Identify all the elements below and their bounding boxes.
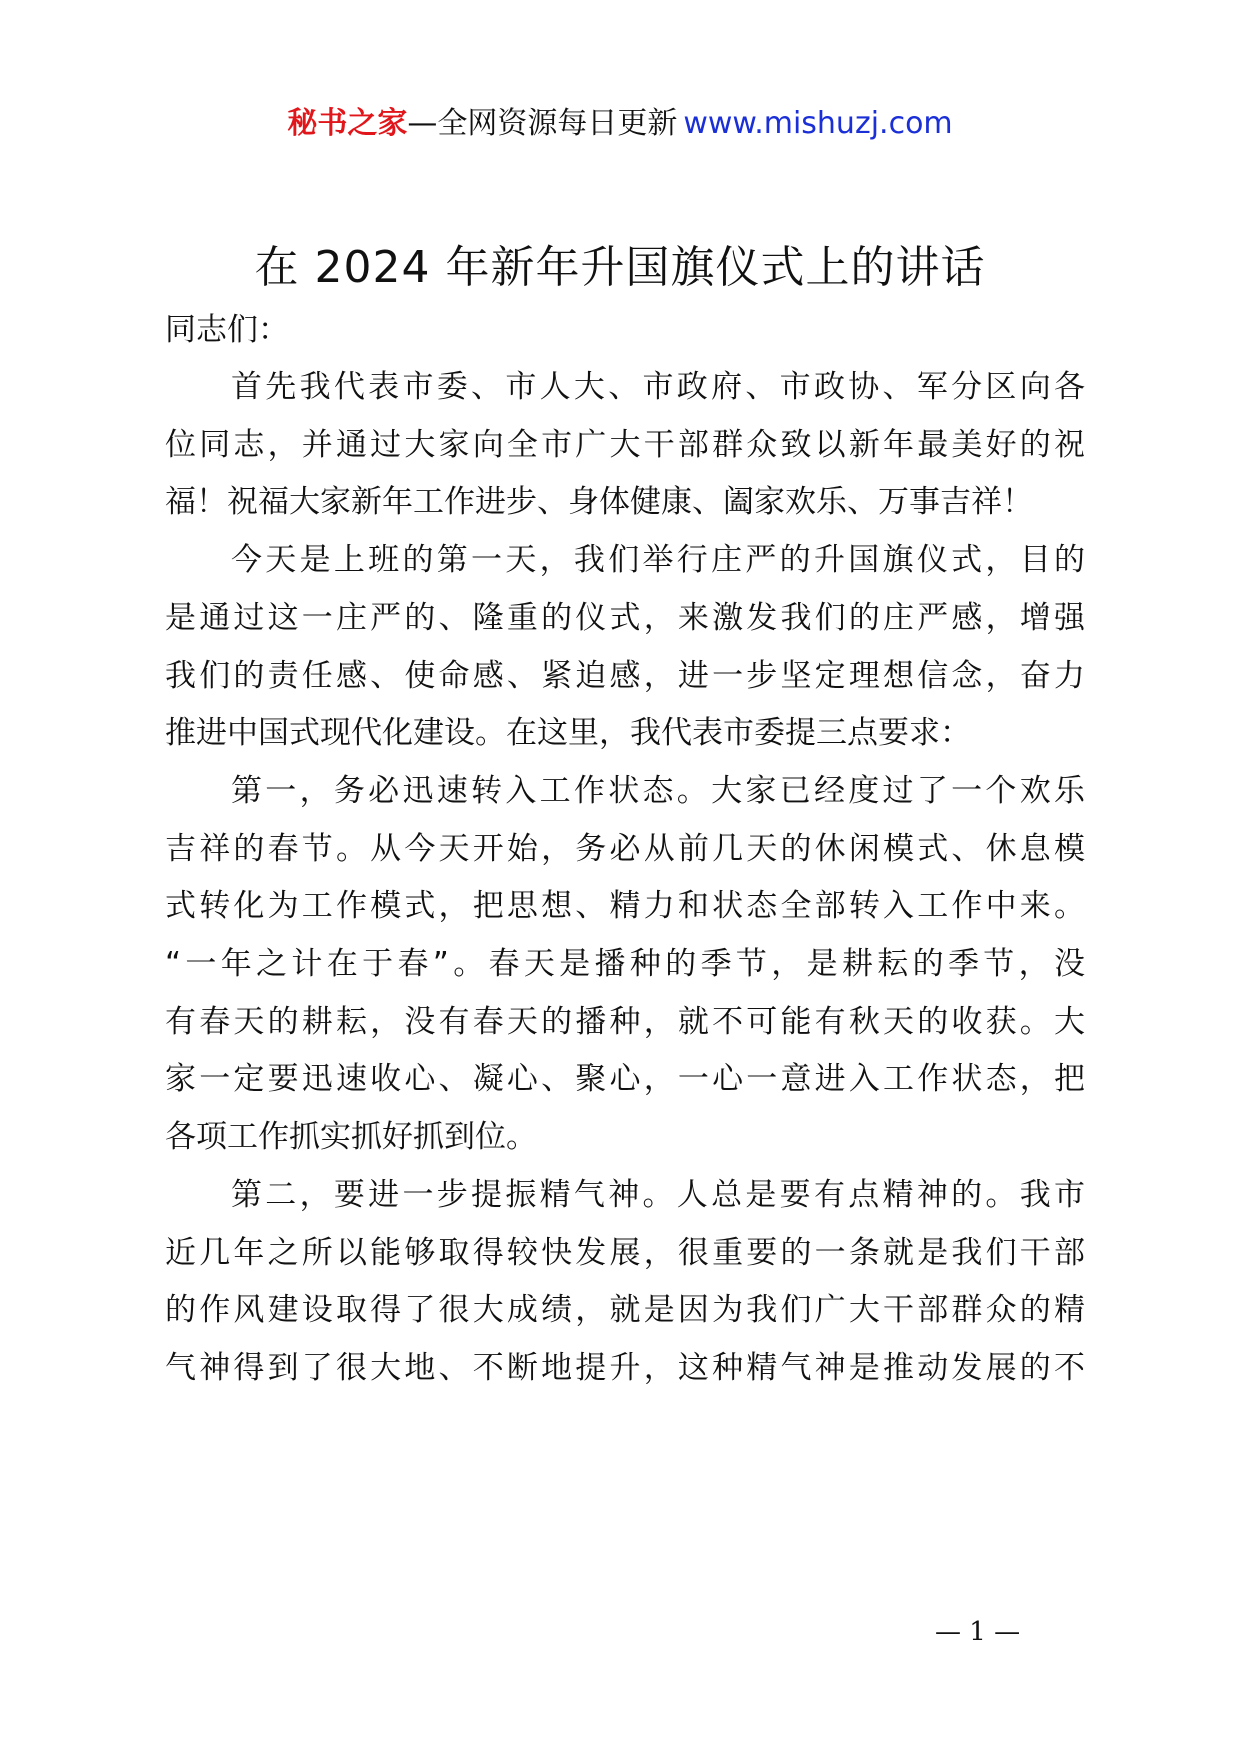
- site-tagline: —全网资源每日更新: [407, 106, 678, 141]
- paragraph-line: 我们的责任感、使命感、紧迫感，进一步坚定理想信念，奋力: [165, 658, 1085, 694]
- paragraph-line: “一年之计在于春”。春天是播种的季节，是耕耘的季节，没: [165, 946, 1085, 982]
- paragraph-line: 式转化为工作模式，把思想、精力和状态全部转入工作中来。: [165, 888, 1085, 924]
- paragraph-line: 第二，要进一步提振精气神。人总是要有点精神的。我市: [231, 1177, 1085, 1213]
- site-header: [0, 102, 1240, 146]
- paragraph-line: 推进中国式现代化建设。在这里，我代表市委提三点要求：: [165, 715, 971, 751]
- paragraph-line: 福！祝福大家新年工作进步、身体健康、阖家欢乐、万事吉祥！: [165, 484, 1033, 520]
- paragraph-line: 今天是上班的第一天，我们举行庄严的升国旗仪式，目的: [231, 542, 1085, 578]
- document-title: 在 2024 年新年升国旗仪式上的讲话: [254, 242, 986, 293]
- paragraph-line: 首先我代表市委、市人大、市政府、市政协、军分区向各: [231, 369, 1085, 405]
- paragraph-line: 气神得到了很大地、不断地提升，这种精气神是推动发展的不: [165, 1350, 1085, 1386]
- site-name: 秘书之家: [287, 106, 408, 141]
- paragraph-line: 家一定要迅速收心、凝心、聚心，一心一意进入工作状态，把: [165, 1061, 1085, 1097]
- paragraph-line: 的作风建设取得了很大成绩，就是因为我们广大干部群众的精: [165, 1292, 1085, 1328]
- paragraph-line: 吉祥的春节。从今天开始，务必从前几天的休闲模式、休息模: [165, 831, 1085, 867]
- paragraph-line: 第一，务必迅速转入工作状态。大家已经度过了一个欢乐: [231, 773, 1085, 809]
- page-number: — 1 —: [935, 1617, 1021, 1647]
- paragraph-line: 近几年之所以能够取得较快发展，很重要的一条就是我们干部: [165, 1235, 1085, 1271]
- site-url[interactable]: www.mishuzj.com: [683, 106, 953, 141]
- paragraph-line: 是通过这一庄严的、隆重的仪式，来激发我们的庄严感，增强: [165, 600, 1085, 636]
- paragraph-line: 各项工作抓实抓好抓到位。: [165, 1119, 537, 1155]
- paragraph-line: 位同志，并通过大家向全市广大干部群众致以新年最美好的祝: [165, 427, 1085, 463]
- paragraph-line: 有春天的耕耘，没有春天的播种，就不可能有秋天的收获。大: [165, 1004, 1085, 1040]
- salutation: 同志们：: [165, 312, 289, 348]
